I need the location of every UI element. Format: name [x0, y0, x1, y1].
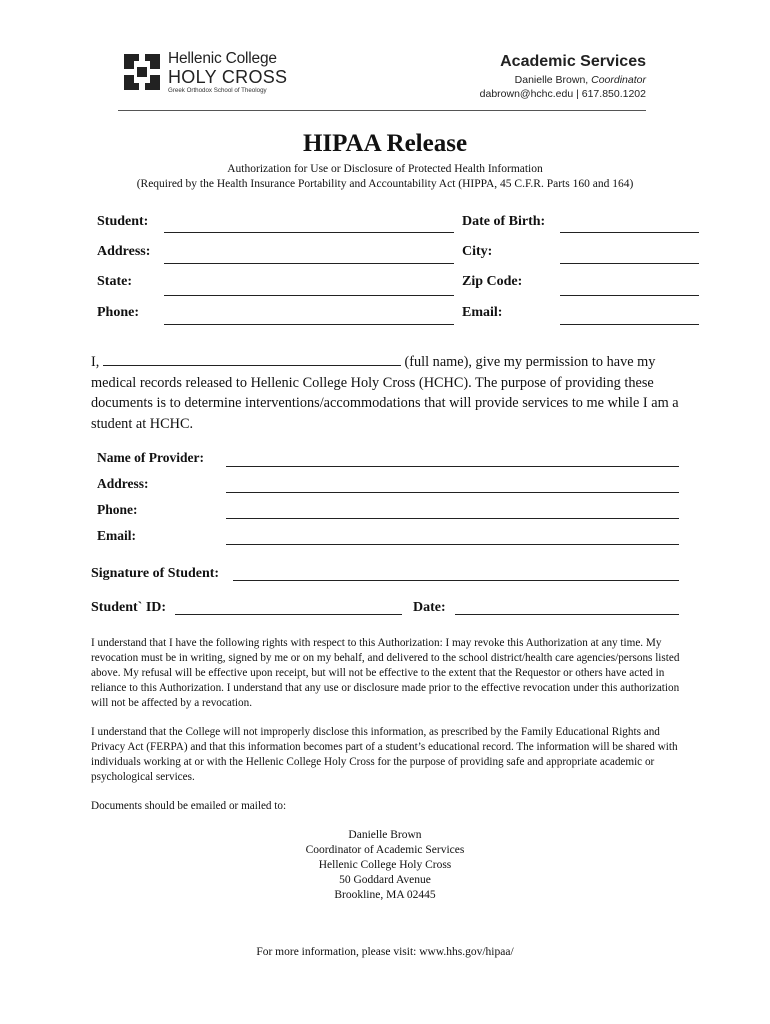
provider-email-field[interactable] — [226, 544, 679, 545]
zip-label: Zip Code: — [462, 274, 523, 289]
department-title: Academic Services — [500, 53, 646, 70]
address-name: Danielle Brown — [348, 829, 422, 841]
crest-icon — [122, 52, 162, 92]
provider-name-label: Name of Provider: — [97, 450, 204, 465]
dob-field[interactable] — [560, 232, 699, 233]
header-contact-block — [480, 52, 646, 101]
permission-statement — [91, 352, 691, 434]
document-subtitle: Authorization for Use or Disclosure of Protected Health Information — [227, 163, 543, 175]
state-field[interactable] — [164, 295, 454, 296]
contact-name — [480, 73, 646, 87]
provider-phone-label: Phone: — [97, 502, 138, 517]
provider-email-label: Email: — [97, 528, 136, 543]
phone-label: Phone: — [97, 305, 139, 320]
address-city: Brookline, MA 02445 — [334, 889, 436, 901]
provider-address-label: Address: — [97, 476, 149, 491]
documents-note: Documents should be emailed or mailed to: — [91, 800, 287, 812]
contact-role: Coordinator — [591, 74, 646, 86]
student-label: Student: — [97, 214, 149, 229]
logo-line-2: HOLY CROSS — [168, 67, 288, 87]
address-field[interactable] — [164, 263, 454, 264]
contact-name-text: Danielle Brown, — [514, 74, 592, 86]
header-divider — [118, 110, 646, 111]
dob-label: Date of Birth: — [462, 214, 546, 229]
document-legal-note: (Required by the Health Insurance Portability and Accountability Act (HIPPA, 45 C.F.R. Parts 160 and 164) — [136, 178, 634, 190]
address-label: Address: — [97, 244, 151, 259]
student-field[interactable] — [164, 232, 454, 233]
city-field[interactable] — [560, 263, 699, 264]
email-label: Email: — [462, 305, 503, 320]
email-field[interactable] — [560, 324, 699, 325]
state-label: State: — [97, 274, 132, 289]
logo-line-1: Hellenic College — [168, 50, 277, 67]
signature-field[interactable] — [233, 580, 679, 581]
signature-label: Signature of Student: — [91, 566, 220, 581]
permission-text: (full name), give my permission to have my medical records released to Hellenic College Holy Cross (HCHC). The purpose of providing these documents is to determine interventions/accommodations that will provide services to me while I am a student at HCHC. — [91, 354, 679, 432]
date-field[interactable] — [455, 614, 679, 615]
college-logo — [122, 50, 294, 96]
logo-line-3: Greek Orthodox School of Theology — [168, 87, 267, 94]
provider-name-field[interactable] — [226, 466, 679, 467]
phone-field[interactable] — [164, 324, 454, 325]
contact-email-phone: dabrown@hchc.edu | 617.850.1202 — [479, 88, 646, 100]
full-name-field[interactable] — [103, 352, 401, 366]
address-role: Coordinator of Academic Services — [305, 844, 465, 856]
address-institution: Hellenic College Holy Cross — [318, 859, 452, 871]
footer-info-link: For more information, please visit: www.hhs.gov/hipaa/ — [256, 946, 514, 958]
zip-field[interactable] — [560, 295, 699, 296]
ferpa-paragraph: I understand that the College will not improperly disclose this information, as prescribed by the Family Educational Rights and Privacy Act (FERPA) and that this information becomes part of a student’s educational record. The information will be shared with individuals working at or with the Hellenic College Holy Cross for the purpose of providing safe and appropriate academic or psychological services. — [91, 726, 678, 783]
provider-phone-field[interactable] — [226, 518, 679, 519]
student-id-label: Student` ID: — [91, 600, 167, 615]
provider-address-field[interactable] — [226, 492, 679, 493]
rights-paragraph: I understand that I have the following rights with respect to this Authorization: I may revoke this Authorization at any time. My revocation must be in writing, signed by me or on my behalf, and delivered to the school district/health care agencies/persons listed above. My refusal will be effective upon receipt, but will not be effective to the extent that the Requestor or others have acted in reliance to this Authorization. I understand that any use or disclosure made prior to the effective revocation under this authorization will not be affected by a revocation. — [91, 637, 680, 709]
student-id-field[interactable] — [175, 614, 402, 615]
document-title: HIPAA Release — [302, 130, 468, 157]
date-label: Date: — [413, 600, 446, 615]
permission-prefix: I, — [91, 354, 103, 370]
address-street: 50 Goddard Avenue — [339, 874, 431, 886]
city-label: City: — [462, 244, 493, 259]
